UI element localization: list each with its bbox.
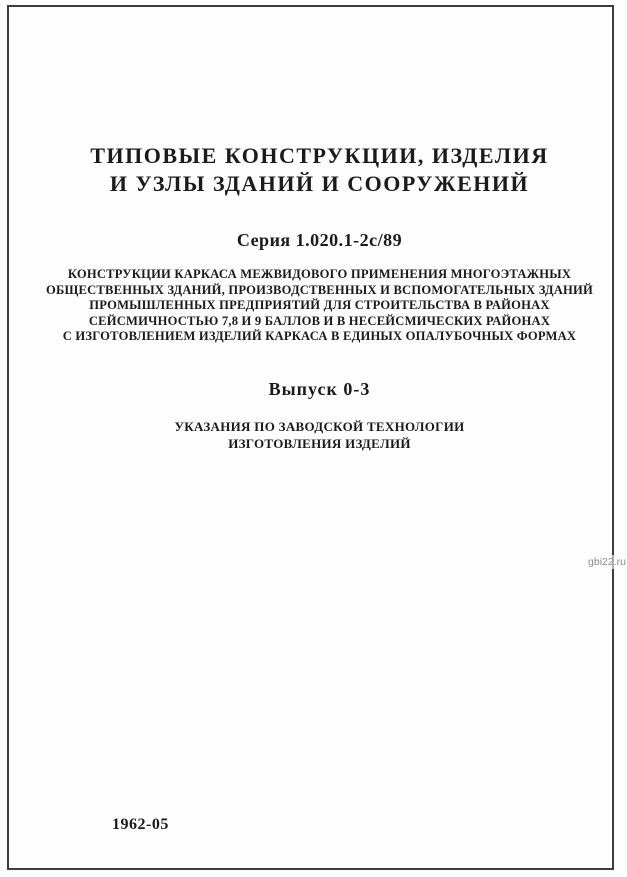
- issue-number: Выпуск 0-3: [268, 379, 371, 399]
- document-title-line-2: И УЗЛЫ ЗДАНИЙ И СООРУЖЕНИЙ: [109, 171, 530, 196]
- watermark: gbi22.ru: [588, 556, 626, 568]
- description-line-1: КОНСТРУКЦИИ КАРКАСА МЕЖВИДОВОГО ПРИМЕНЕНИЯ МНОГОЭТАЖНЫХ: [67, 267, 572, 281]
- document-number: 1962-05: [112, 816, 169, 833]
- document-title: [16, 142, 623, 198]
- document-description: [16, 267, 623, 345]
- series-number: Серия 1.020.1-2с/89: [236, 230, 403, 250]
- document-subtitle: [16, 419, 623, 452]
- subtitle-line-1: УКАЗАНИЯ ПО ЗАВОДСКОЙ ТЕХНОЛОГИИ: [174, 419, 465, 434]
- description-line-2: ОБЩЕСТВЕННЫХ ЗДАНИЙ, ПРОИЗВОДСТВЕННЫХ И ВСПОМОГАТЕЛЬНЫХ ЗДАНИЙ: [45, 282, 594, 297]
- document-title-line-1: ТИПОВЫЕ КОНСТРУКЦИИ, ИЗДЕЛИЯ: [90, 143, 549, 168]
- description-line-4: СЕЙСМИЧНОСТЬЮ 7,8 И 9 БАЛЛОВ И В НЕСЕЙСМИЧЕСКИХ РАЙОНАХ: [88, 313, 551, 328]
- description-line-3: ПРОМЫШЛЕННЫХ ПРЕДПРИЯТИЙ ДЛЯ СТРОИТЕЛЬСТВА В РАЙОНАХ: [89, 298, 550, 313]
- description-line-5: С ИЗГОТОВЛЕНИЕМ ИЗДЕЛИЙ КАРКАСА В ЕДИНЫХ ОПАЛУБОЧНЫХ ФОРМАХ: [62, 329, 577, 344]
- subtitle-line-2: ИЗГОТОВЛЕНИЯ ИЗДЕЛИЙ: [228, 435, 411, 451]
